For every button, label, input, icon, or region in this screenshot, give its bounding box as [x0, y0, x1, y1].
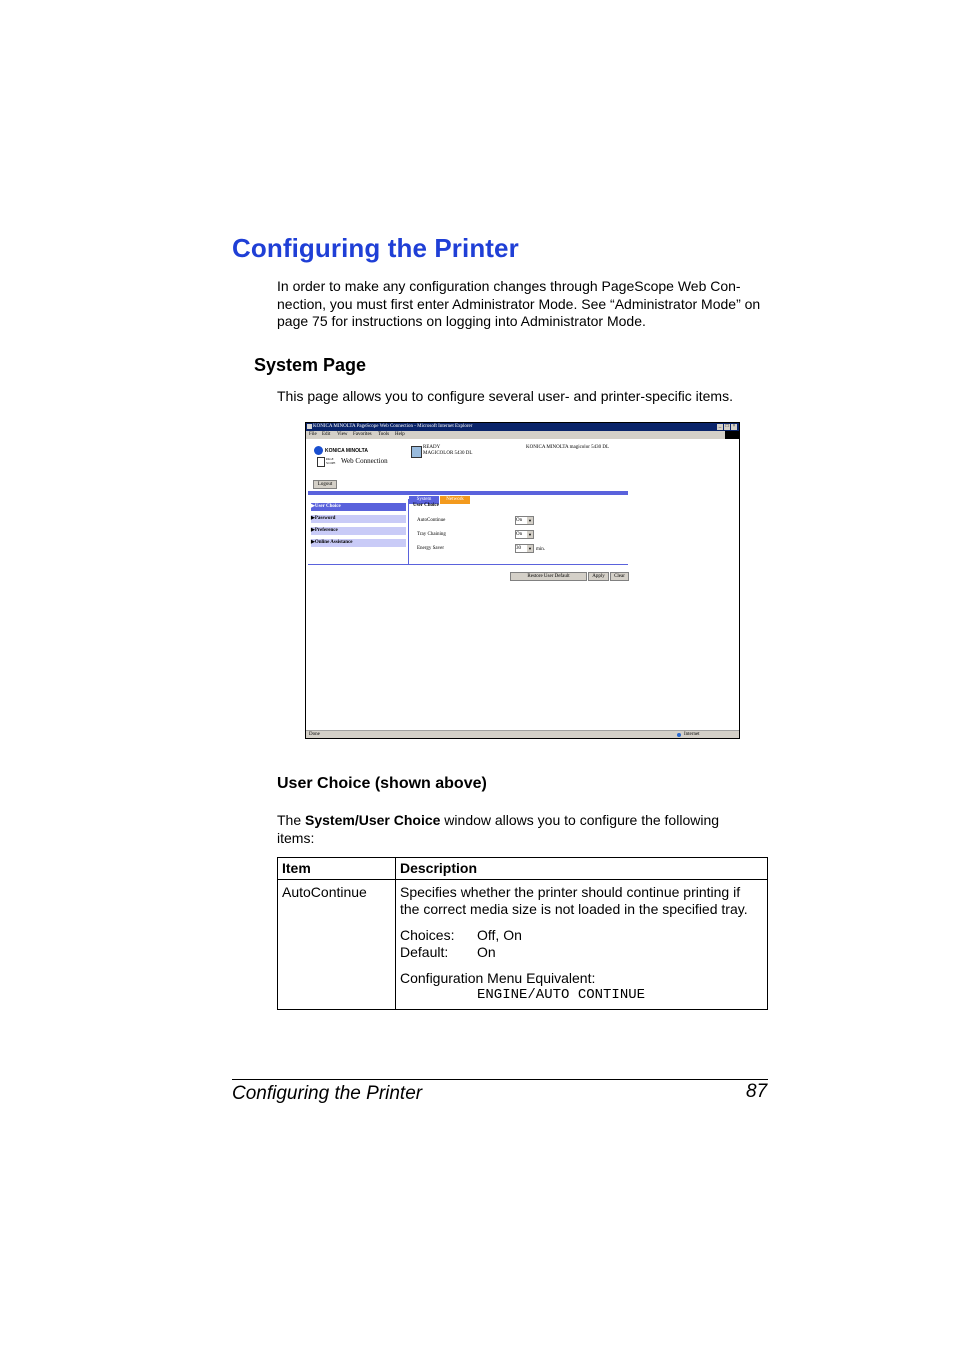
cell-item: AutoContinue — [278, 879, 396, 1009]
header-description: Description — [396, 858, 768, 880]
sidebar-item-label: Preference — [314, 528, 338, 533]
globe-icon — [677, 733, 681, 737]
status-zone: Internet — [684, 732, 700, 737]
text-bold: System/User Choice — [305, 812, 441, 828]
clear-button[interactable]: Clear — [610, 572, 629, 581]
menu-bar — [306, 431, 739, 439]
sidebar-item-password[interactable] — [311, 515, 406, 523]
window-title: KONICA MINOLTA PageScope Web Connection - Microsoft Internet Explorer — [313, 424, 473, 429]
panel-title: User Choice — [413, 503, 439, 508]
page-number: 87 — [746, 1081, 768, 1102]
logout-button[interactable]: Logout — [313, 480, 337, 489]
menu-tools[interactable]: Tools — [378, 432, 390, 437]
system-page-paragraph: This page allows you to configure several user- and printer-specific items. — [277, 388, 733, 404]
product-name: Web Connection — [341, 457, 388, 465]
sidebar-item-user-choice[interactable] — [311, 503, 406, 511]
tab-system[interactable]: System — [409, 496, 439, 504]
pagescope-label: PAGE SCOPE — [326, 457, 336, 465]
choices-row — [400, 927, 763, 945]
default-row — [400, 944, 763, 962]
settings-table — [277, 857, 768, 1010]
table-row — [278, 879, 768, 1009]
content-divider-vertical — [408, 499, 409, 564]
chevron-down-icon: ▼ — [528, 532, 532, 537]
header-divider — [308, 491, 628, 495]
energy-saver-select[interactable] — [515, 544, 534, 553]
footer-title: Configuring the Printer — [232, 1083, 423, 1104]
sidebar-item-online-assistance[interactable] — [311, 539, 406, 547]
triangle-icon: ▶ — [311, 528, 315, 533]
energy-saver-unit: min. — [536, 547, 546, 552]
choices-value: Off, On — [477, 926, 522, 943]
chevron-down-icon: ▼ — [528, 518, 532, 523]
system-page-heading: System Page — [254, 355, 367, 375]
header-item: Item — [278, 858, 396, 880]
maximize-icon[interactable]: □ — [725, 424, 729, 429]
autocontinue-value: On — [516, 518, 523, 523]
status-done: Done — [309, 732, 320, 737]
page-title: Configuring the Printer — [232, 233, 519, 263]
printer-status: READY — [423, 445, 441, 450]
printer-model-short: MAGICOLOR 5430 DL — [423, 451, 473, 456]
tray-chaining-select[interactable] — [515, 530, 534, 539]
content-divider-horizontal — [308, 564, 628, 565]
default-value: On — [477, 944, 496, 960]
konica-minolta-logo-icon — [314, 446, 323, 455]
brand-name: KONICA MINOLTA — [325, 448, 368, 454]
sidebar-item-preference[interactable] — [311, 527, 406, 535]
chevron-down-icon: ▼ — [528, 546, 532, 551]
sidebar-item-label: User Choice — [314, 504, 341, 509]
user-choice-paragraph — [277, 812, 757, 847]
menu-file[interactable]: File — [309, 432, 317, 437]
choices-label: Choices: — [400, 926, 455, 943]
sidebar-item-label: Password — [314, 516, 336, 521]
intro-paragraph: In order to make any configuration changes through PageScope Web Con- nection, you must first enter Administrator Mode. See “Administrator Mode” on page 75 for instructions on logging into Administrator Mode. — [277, 278, 761, 329]
web-content — [306, 439, 739, 730]
config-value: ENGINE/AUTO CONTINUE — [477, 987, 646, 1003]
tab-network[interactable]: Network — [440, 496, 470, 504]
printer-model-full: KONICA MINOLTA magicolor 5430 DL — [526, 445, 610, 450]
tray-chaining-label: Tray Chaining — [417, 532, 446, 537]
menu-help[interactable]: Help — [395, 432, 405, 437]
autocontinue-label: AutoContinue — [417, 518, 446, 523]
config-label: Configuration Menu Equivalent: — [400, 969, 596, 986]
default-label: Default: — [400, 944, 449, 960]
menu-view[interactable]: View — [337, 432, 348, 437]
text-pre: The — [277, 812, 306, 828]
triangle-icon: ▶ — [311, 540, 315, 545]
printer-icon — [411, 446, 422, 458]
triangle-icon: ▶ — [311, 516, 315, 521]
window-titlebar — [306, 423, 739, 431]
restore-user-default-button[interactable]: Restore User Default — [510, 572, 587, 581]
minimize-icon[interactable]: _ — [718, 424, 722, 429]
energy-saver-label: Energy Saver — [417, 546, 444, 551]
menu-edit[interactable]: Edit — [322, 432, 331, 437]
status-bar — [306, 730, 739, 739]
apply-button[interactable]: Apply — [588, 572, 609, 581]
energy-saver-value: 30 — [516, 546, 521, 551]
user-choice-heading: User Choice (shown above) — [277, 775, 487, 792]
sidebar-item-label: Online Assistance — [314, 540, 353, 545]
windows-logo-icon — [725, 431, 739, 439]
tray-chaining-value: On — [516, 532, 523, 537]
pagescope-logo-icon — [317, 457, 325, 467]
browser-screenshot — [305, 422, 740, 739]
triangle-icon: ▶ — [311, 504, 315, 509]
cell-description — [396, 879, 768, 1009]
text-post: window allows you to configure the following items: — [277, 812, 720, 846]
autocontinue-select[interactable] — [515, 516, 534, 525]
description-text: Specifies whether the printer should continue printing if the correct media size is not loaded in the specified tray. — [400, 883, 748, 917]
close-icon[interactable]: × — [732, 424, 736, 429]
menu-favorites[interactable]: Favorites — [353, 432, 372, 437]
ie-icon — [307, 424, 312, 429]
footer-divider — [232, 1079, 768, 1080]
table-header-row — [278, 858, 768, 880]
